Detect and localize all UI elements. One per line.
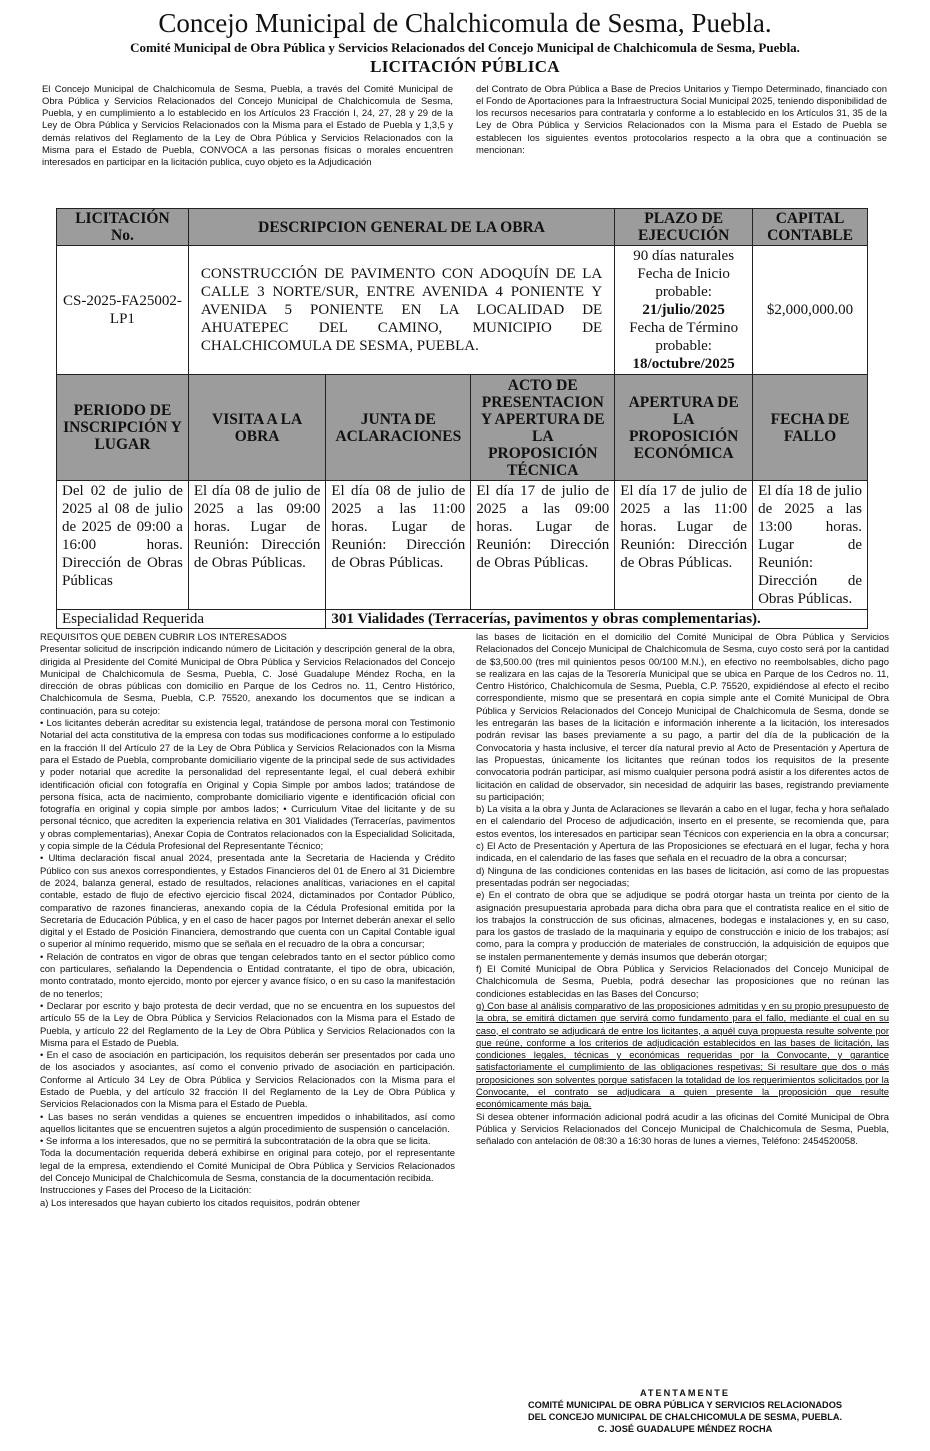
header-apertura: APERTURA DE LA PROPOSICIÓN ECONÓMICA: [615, 375, 753, 481]
header-capital: CAPITAL CONTABLE: [753, 209, 868, 246]
header-plazo: PLAZO DE EJECUCIÓN: [615, 209, 753, 246]
header-periodo: PERIODO DE INSCRIPCIÓN Y LUGAR: [57, 375, 189, 481]
requisitos-paragraph: Presentar solicitud de inscripción indicando número de Licitación y descripción general de la obra, dirigida al Presidente del Comité Municipal de Obra Pública y Servicios Relacionados del Concejo Municipal de Chalchicomula de Sesma, Puebla, C. José Guadalupe Méndez Rocha, en la dirección de obras públicas con domicilio en Parque de los Cedros no. 11, Centro Histórico, Chalchicomula de Sesma, Puebla, C.P. 75520, anexando los documentos que se indican a continuación, para su cotejo:: [40, 644, 455, 717]
requisitos-paragraph: Toda la documentación requerida deberá exhibirse en original para cotejo, por el representante legal de la empresa, extendiendo el Comité Municipal de Obra Pública y Servicios Relacionados del Concejo Municipal de Chalchicomula de Sesma, constancia de la documentación recibida.: [40, 1148, 455, 1185]
requisitos-paragraph: • Declarar por escrito y bajo protesta de decir verdad, que no se encuentra en los supuestos del artículo 55 de la Ley de Obra Pública y Servicios Relacionados con la Misma para el Estado de Puebla, y artículo 22 del Reglamento de la Ley de Obra Pública y Servicios Relacionados con la Misma para el Estado de Puebla.: [40, 1000, 455, 1049]
signature-line: COMITÉ MUNICIPAL DE OBRA PÚBLICA Y SERVICIOS RELACIONADOS: [528, 1400, 842, 1410]
event-junta: El día 08 de julio de 2025 a las 11:00 horas. Lugar de Reunión: Dirección de Obras Públicas.: [326, 481, 471, 610]
signature-block: [470, 1387, 900, 1435]
requisitos-paragraph: • Los licitantes deberán acreditar su existencia legal, tratándose de persona moral con Testimonio Notarial del acta constitutiva de la empresa con todas sus modificaciones conforme a lo estipulado en la fracción II del Artículo 27 de la Ley de Obra Pública y Servicios Relacionados con la Misma para el Estado de Puebla, comprobante domiciliario vigente de la principal sede de sus actividades y poder notarial que acredite la personalidad del representante legal, el cual deberá exhibir identificación oficial con fotografía en Original y Copia Simple por ambos lados; tratándose de persona física, acta de nacimiento, comprobante domiciliario vigente e identificación oficial con fotografía en original y copia simple por ambos lados; • Curriculum Vitae del licitante y de su personal técnico, que acrediten la experiencia relativa en 301 Vialidades (Terracerías, pavimentos y obras complementarias), Anexar Copia de Contratos relacionados con la Especialidad Solicitada, y copia simple de la Cédula Profesional del Representante Técnico;: [40, 718, 455, 853]
requisitos-paragraph: • Se informa a los interesados, que no se permitirá la subcontratación de la obra que se licita.: [40, 1136, 431, 1148]
requisitos-paragraph: • Las bases no serán vendidas a quienes se encuentren impedidos o inhabilitados, así como aquellos licitantes que se encuentren sujetos a algún procedimiento de suspensión o cancelación.: [40, 1111, 455, 1135]
intro-right: del Contrato de Obra Pública a Base de Precios Unitarios y Tiempo Determinado, financiado con el Fondo de Aportaciones para la Infraestructura Social Municipal 2025, teniendo disponibilidad de los recursos necesarios para contratarla y conforme a lo establecido en los Artículos 31, 35 de la Ley de Obra Pública y Servicios Relacionados con la Misma para el Estado de Puebla se establecen los siguientes eventos protocolarios respecto a la obra que a continuación se mencionan:: [476, 84, 887, 156]
requisitos-right-column: [476, 632, 889, 1148]
requisitos-title: REQUISITOS QUE DEBEN CUBRIR LOS INTERESADOS: [40, 632, 287, 643]
plazo-cell: [615, 246, 753, 375]
termino-fecha: 18/octubre/2025: [632, 356, 735, 372]
requisitos-paragraph: b) La visita a la obra y Junta de Aclaraciones se llevarán a cabo en el lugar, fecha y hora señalado en el calendario del Proceso de adjudicación, inserto en el presente, se recomienda que, para estos eventos, los interesados en participar sean Técnicos con experiencia en la obra a concursar; c) El Acto de Presentación y Apertura de las Proposiciones se efectuará en el lugar, fecha y hora indicada, en el calendario de las fases que señala en el recuadro de la obra a concursar;: [476, 804, 889, 865]
page-subtitle: Comité Municipal de Obra Pública y Servicios Relacionados del Concejo Municipal de Chalchicomula de Sesma, Puebla.: [130, 40, 800, 55]
page-title: Concejo Municipal de Chalchicomula de Sesma, Puebla.: [158, 8, 772, 38]
instrucciones-heading: Instrucciones y Fases del Proceso de la Licitación:: [40, 1185, 252, 1197]
header-descripcion: DESCRIPCION GENERAL DE LA OBRA: [188, 209, 614, 246]
plazo-dias: 90 días naturales: [633, 248, 735, 264]
requisitos-paragraph: las bases de licitación en el domicilio del Comité Municipal de Obra Pública y Servicios Relacionados del Concejo Municipal de Chalchicomula de Sesma, cuyo costo será por la cantidad de $3,500.00 (tres mil quinientos pesos 00/100 M.N.), en efectivo no reembolsables, dicho pago se realizara en las cajas de la Tesorería Municipal que se ubica en Parque de los Cedros no. 11, Centro Histórico, Chalchicomula de Sesma, Puebla, C.P. 75520, expidiéndose al efecto el recibo correspondiente, mismo que se presentará en copia simple ante el Comité Municipal de Obra Pública y Servicios Relacionados del Concejo Municipal de Chalchicomula de Sesma, donde se les entregarán las bases de la licitación e información inherente a la licitación, los interesados podrán revisar las bases previamente a su pago, a partir del día de la publicación de la Convocatoria y hasta inclusive, el tercer día natural previo al Acto de Presentación y Apertura de las Propuestas, únicamente los licitantes que reúnan todos los requisitos de la presente convocatoria podrán participar, así mismo cualquier persona podrá asistir a los diferentes actos de licitación en calidad de observador, sin necesidad de adquirir las bases, registrando previamente su participación;: [476, 632, 889, 803]
signature-line: DEL CONCEJO MUNICIPAL DE CHALCHICOMULA DE SESMA, PUEBLA.: [527, 1412, 843, 1422]
event-periodo: Del 02 de julio de 2025 al 08 de julio de 2025 de 09:00 a 16:00 horas. Dirección de Obras Públicas: [57, 481, 189, 610]
header-junta: JUNTA DE ACLARACIONES: [326, 375, 471, 481]
event-fallo: El día 18 de julio de 2025 a las 13:00 horas. Lugar de Reunión: Dirección de Obras Públicas.: [753, 481, 868, 610]
requisitos-paragraph: • Relación de contratos en vigor de obras que tengan celebrados tanto en el sector público como con particulares, señalando la Dependencia o Entidad contratante, el tipo de obra, ubicación, monto contratado, monto ejercido, monto por ejercer y avance físico, o en su caso la manifestación de no tenerlos;: [40, 951, 455, 1000]
inicio-label: Fecha de Inicio probable:: [637, 266, 730, 300]
capital-contable: $2,000,000.00: [753, 246, 868, 375]
requisitos-paragraph: • En el caso de asociación en participación, los requisitos deberán ser presentados por cada uno de los asociados y asociantes, así como el convenio privado de asociación en participación. Conforme al Artículo 34 Ley de Obra Pública y Servicios Relacionados con la Misma para el Estado de Puebla, y del artículo 32 fracción II del Reglamento de la Ley de Obra Pública y Servicios Relacionados con la Misma para el Estado de Puebla.: [40, 1050, 455, 1111]
licitacion-table: [56, 208, 868, 629]
header-acto: ACTO DE PRESENTACION Y APERTURA DE LA PROPOSICIÓN TÉCNICA: [471, 375, 615, 481]
requisitos-paragraph: f) El Comité Municipal de Obra Pública y Servicios Relacionados del Concejo Municipal de Chalchicomula de Sesma, Puebla, podrá desechar las proposiciones que no reúnan las condiciones establecidas en las Bases del Concurso;: [476, 964, 889, 1000]
requisitos-paragraph: e) En el contrato de obra que se adjudique se podrá otorgar hasta un treinta por ciento de la asignación presupuestaria aprobada para dicha obra para que el contratista realice en el sitio de los trabajos la construcción de sus oficinas, almacenes, bodegas e instalaciones y, en su caso, para los gastos de traslado de la maquinaria y equipo de construcción e inicio de los trabajos; así como, para la compra y producción de materiales de construcción, la adquisición de equipos que se instalen permanentemente y demás insumos que deberán otorgar;: [476, 890, 889, 963]
obra-description: CONSTRUCCIÓN DE PAVIMENTO CON ADOQUÍN DE LA CALLE 3 NORTE/SUR, ENTRE AVENIDA 4 PONIENTE Y AVENIDA 5 PONIENTE EN LA LOCALIDAD DE AHUATEPEC DEL CAMINO, MUNICIPIO DE CHALCHICOMULA DE SESMA, PUEBLA.: [188, 246, 614, 375]
requisitos-paragraph: Si desea obtener información adicional podrá acudir a las oficinas del Comité Municipal de Obra Pública y Servicios Relacionados del Concejo Municipal de Chalchicomula de Sesma, Puebla, señalado con antelación de 08:30 a 16:30 horas de lunes a viernes, Teléfono: 2454520058.: [476, 1111, 889, 1148]
event-apertura: El día 17 de julio de 2025 a las 11:00 horas. Lugar de Reunión: Dirección de Obras Públicas.: [615, 481, 753, 610]
header-visita: VISITA A LA OBRA: [188, 375, 326, 481]
requisitos-paragraph-underlined: g) Con base al análisis comparativo de las proposiciones admitidas y en su propio presupuesto de la obra, se emitirá dictamen que servirá como fundamento para el fallo, mediante el cual en su caso, el contrato se adjudicará de entre los licitantes, a aquél cuya propuesta resulte solvente por que reúne, conforme a los criterios de adjudicación establecidos en las bases de licitación, las condiciones legales, técnicas y económicas requeridas por la Convocante, y garantice satisfactoriamente el cumplimiento de las obligaciones respetivas; Si resultare que dos o más proposiciones son solventes porque satisfacen la totalidad de los requerimientos solicitados por la Convocante, el contrato se adjudicara a quien presente la proposición que resulte económicamente más baja.: [476, 1000, 889, 1111]
especialidad-value: 301 Vialidades (Terracerías, pavimentos y obras complementarias).: [326, 610, 868, 629]
requisitos-paragraph: • Ultima declaración fiscal anual 2024, presentada ante la Secretaria de Hacienda y Crédito Público con sus anexos correspondientes, y Estados Financieros del 01 de Enero al 31 Diciembre de 2024, balanza general, estado de resultados, relaciones analíticas, variaciones en el capital contable, estado de flujo de efectivo ejercicio fiscal 2024, dictaminados por Contador Público, comparativo de razones financieras, anexando copia de la Cédula Profesional emitida por la Secretaria de Educación Pública, y en el caso de hacer pagos por Internet deberán anexar el sello digital y el Estado de Posición Financiera, demostrando que cuenta con un Capital Contable igual o superior al mínimo requerido, mismo que se señala en el recuadro de la obra a concursar;: [40, 853, 455, 951]
signature-name: C. JOSÉ GUADALUPE MÉNDEZ ROCHA: [597, 1424, 773, 1434]
requisitos-left-column: [40, 632, 455, 1210]
section-heading: LICITACIÓN PÚBLICA: [370, 57, 560, 76]
event-acto: El día 17 de julio de 2025 a las 09:00 horas. Lugar de Reunión: Dirección de Obras Públicas.: [471, 481, 615, 610]
requisitos-paragraph: a) Los interesados que hayan cubierto los citados requisitos, podrán obtener: [40, 1197, 361, 1209]
event-visita: El día 08 de julio de 2025 a las 09:00 horas. Lugar de Reunión: Dirección de Obras Públicas.: [188, 481, 326, 610]
signature-atentamente: ATENTAMENTE: [639, 1388, 731, 1398]
requisitos-paragraph: d) Ninguna de las condiciones contenidas en las bases de licitación, así como de las propuestas presentadas podrán ser negociadas;: [476, 865, 889, 889]
intro-left: El Concejo Municipal de Chalchicomula de Sesma, Puebla, a través del Comité Municipal de Obra Pública y Servicios Relacionados del Concejo Municipal de Chalchicomula de Sesma, Puebla, y en cumplimiento a lo establecido en los Artículos 23 Fracción I, 24, 27, 28 y 29 de la Ley de Obra Pública y Servicios Relacionados con la Misma para el Estado de Puebla y 1,3,5 y demás relativos del Reglamento de la Ley de Obra Pública y Servicios Relacionados con la Misma para el Estado de Puebla, CONVOCA a las personas físicas o morales encuentren interesados en participar en la licitación publica, cuyo objeto es la Adjudicación: [42, 84, 453, 168]
especialidad-label: Especialidad Requerida: [57, 610, 326, 629]
header-licitacion: LICITACIÓN No.: [57, 209, 189, 246]
header-fallo: FECHA DE FALLO: [753, 375, 868, 481]
termino-label: Fecha de Término probable:: [629, 320, 739, 354]
inicio-fecha: 21/julio/2025: [642, 302, 725, 318]
licitacion-number: CS-2025-FA25002-LP1: [57, 246, 189, 375]
